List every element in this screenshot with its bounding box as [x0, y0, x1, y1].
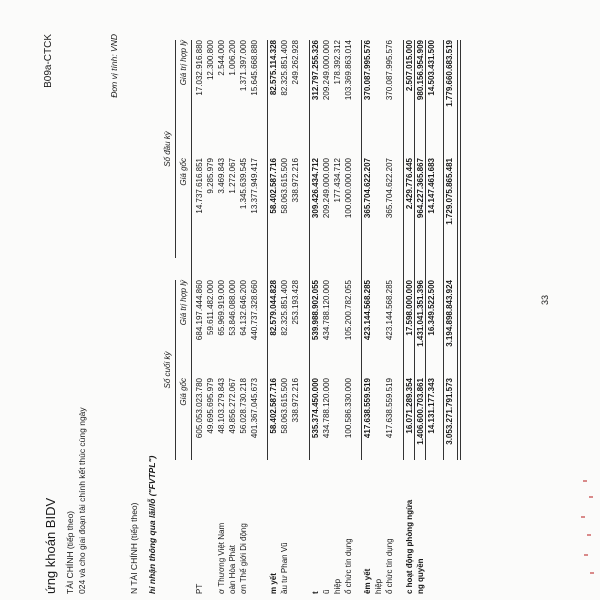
row-label: ơn Thế giới Di động [239, 523, 248, 594]
form-code: B09a-CTCK [43, 34, 54, 88]
red-stamp-marks [575, 470, 600, 600]
cell-start-cost: 2.429.776.445 [405, 158, 414, 210]
report-subtitle: TÀI CHÍNH (tiếp theo) [65, 510, 75, 594]
cell-end-fair: 16.349.522.500 [427, 280, 436, 336]
group-underline-start [175, 40, 176, 258]
cell-start-fair: 370.087.995.576 [363, 40, 372, 101]
cell-start-fair: 103.369.863.014 [344, 40, 353, 101]
cell-end-cost: 58.402.587.716 [269, 378, 278, 434]
cell-end-cost: 16.071.289.354 [405, 378, 414, 434]
cell-start-cost: 1.345.639.545 [239, 158, 248, 210]
cell-start-cost: 964.227.365.867 [416, 158, 425, 219]
row-label: ầu tư Phan Vũ [280, 542, 289, 594]
cell-end-fair: 434.788.120.000 [322, 280, 331, 341]
subtotal-rule [403, 40, 404, 460]
subtotal-rule [309, 40, 310, 460]
page-number: 33 [540, 294, 550, 305]
cell-end-fair: 65.969.919.000 [217, 280, 226, 336]
group-header-end-period: Số cuối kỳ [163, 351, 172, 389]
col-header-end-cost: Giá gốc [179, 378, 188, 406]
cell-start-cost: 58.402.587.716 [269, 158, 278, 214]
cell-start-fair: 12.300.800 [206, 40, 215, 81]
row-label: hiệp [333, 578, 342, 594]
cell-start-cost: 1.729.075.865.481 [445, 158, 454, 225]
cell-end-cost: 58.063.615.500 [280, 378, 289, 434]
cell-start-fair: 2.544.000 [217, 40, 226, 76]
cell-end-cost: 49.856.272.067 [228, 378, 237, 434]
cell-start-cost: 209.249.000.000 [322, 158, 331, 219]
cell-start-fair: 178.392.312 [333, 40, 342, 85]
cell-end-cost: 338.972.216 [291, 378, 300, 423]
cell-end-fair: 17.598.000.000 [405, 280, 414, 336]
cell-start-fair: 312.797.255.326 [311, 40, 320, 101]
cell-end-cost: 49.695.695.979 [206, 378, 215, 434]
subtotal-rule [414, 40, 415, 460]
cell-end-fair: 53.846.088.000 [228, 280, 237, 336]
cell-end-fair: 440.737.328.660 [250, 280, 259, 341]
cell-end-fair: 64.132.646.200 [239, 280, 248, 336]
cell-start-cost: 13.377.949.417 [250, 158, 259, 214]
row-label: PT [195, 583, 204, 594]
row-label: êm yết [363, 568, 372, 594]
cell-end-fair: 1.431.041.351.396 [416, 280, 425, 347]
row-label: ơ Thương Việt Nam [217, 522, 226, 594]
cell-end-cost: 1.406.600.703.861 [416, 378, 425, 445]
grand-total-double-rule [457, 40, 458, 460]
cell-start-fair: 82.575.114.328 [269, 40, 278, 96]
cell-end-fair: 82.579.044.828 [269, 280, 278, 336]
cell-end-cost: 14.131.177.343 [427, 378, 436, 434]
cell-end-cost: 48.103.279.843 [217, 378, 226, 434]
cell-start-fair: 370.087.995.576 [385, 40, 394, 101]
row-label: c hoạt động phòng ngừa [405, 499, 414, 594]
header-rule [191, 40, 192, 460]
cell-start-fair: 249.262.928 [291, 40, 300, 85]
cell-end-cost: 535.374.450.000 [311, 378, 320, 439]
cell-end-cost: 605.053.023.780 [195, 378, 204, 439]
col-header-start-cost: Giá gốc [179, 158, 188, 186]
cell-end-cost: 434.788.120.000 [322, 378, 331, 439]
cell-start-cost: 100.000.000.000 [344, 158, 353, 219]
subtotal-rule [361, 40, 362, 460]
group-header-start-period: Số đầu kỳ [163, 131, 172, 167]
currency-unit: Đơn vị tính: VND [109, 34, 119, 98]
cell-end-cost: 3.053.271.791.573 [445, 378, 454, 445]
cell-start-cost: 14.147.461.683 [427, 158, 436, 214]
row-label: ổ chức tín dụng [344, 538, 353, 594]
cell-end-fair: 82.325.851.400 [280, 280, 289, 336]
cell-end-cost: 417.638.559.519 [385, 378, 394, 439]
cell-end-fair: 684.197.444.860 [195, 280, 204, 341]
report-period: 024 và cho giai đoạn tài chính kết thúc cùng ngày [77, 407, 87, 594]
cell-start-cost: 9.285.979 [206, 158, 215, 194]
row-label: oàn Hòa Phát [228, 545, 237, 594]
cell-end-fair: 105.200.782.055 [344, 280, 353, 341]
cell-start-fair: 15.645.668.880 [250, 40, 259, 96]
row-label: hiệp [374, 578, 383, 594]
cell-start-cost: 177.434.712 [333, 158, 342, 203]
company-name: ứng khoán BIDV [43, 497, 58, 594]
cell-end-fair: 3.194.898.843.924 [445, 280, 454, 347]
cell-start-fair: 209.249.000.000 [322, 40, 331, 101]
cell-start-fair: 17.032.916.880 [195, 40, 204, 96]
cell-start-fair: 1.006.200 [228, 40, 237, 76]
cell-end-fair: 253.193.428 [291, 280, 300, 325]
cell-start-cost: 365.704.622.207 [385, 158, 394, 219]
cell-end-fair: 59.611.482.000 [206, 280, 215, 336]
cell-start-cost: 365.704.622.207 [363, 158, 372, 219]
cell-end-cost: 56.028.730.218 [239, 378, 248, 434]
cell-start-fair: 1.371.397.000 [239, 40, 248, 92]
subtotal-rule [443, 40, 444, 460]
cell-end-cost: 100.586.330.000 [344, 378, 353, 439]
cell-start-cost: 58.063.615.500 [280, 158, 289, 214]
cell-start-cost: 1.272.067 [228, 158, 237, 194]
row-label: ổ chức tín dụng [385, 538, 394, 594]
cell-start-fair: 14.503.431.500 [427, 40, 436, 96]
subtotal-rule [425, 40, 426, 460]
cell-start-fair: 980.156.954.909 [416, 40, 425, 101]
grand-total-double-rule [460, 40, 461, 460]
cell-end-fair: 423.144.568.285 [363, 280, 372, 341]
cell-start-fair: 1.779.660.683.519 [445, 40, 454, 107]
cell-end-cost: 401.367.045.673 [250, 378, 259, 439]
group-underline-end [175, 280, 176, 460]
section-title: N TÀI CHÍNH (tiếp theo) [129, 502, 139, 594]
rotated-document-page [35, 20, 555, 600]
cell-start-fair: 82.325.851.400 [280, 40, 289, 96]
cell-start-cost: 3.469.843 [217, 158, 226, 194]
row-label: ũ [322, 589, 331, 594]
subsection-title: hi nhận thông qua lãi/lỗ ("FVTPL") [147, 455, 157, 594]
cell-start-cost: 309.426.434.712 [311, 158, 320, 219]
cell-start-cost: 14.737.616.851 [195, 158, 204, 214]
col-header-end-fair: Giá trị hợp lý [179, 280, 188, 326]
cell-end-cost: 417.638.559.519 [363, 378, 372, 439]
subtotal-rule [267, 40, 268, 460]
row-label: t [311, 591, 320, 594]
cell-start-cost: 338.972.216 [291, 158, 300, 203]
col-header-start-fair: Giá trị hợp lý [179, 40, 188, 86]
cell-start-fair: 2.507.015.000 [405, 40, 414, 92]
row-label: ng quyền [416, 558, 425, 594]
cell-end-fair: 423.144.568.285 [385, 280, 394, 341]
cell-end-fair: 539.988.902.055 [311, 280, 320, 341]
row-label: m yết [269, 573, 278, 594]
